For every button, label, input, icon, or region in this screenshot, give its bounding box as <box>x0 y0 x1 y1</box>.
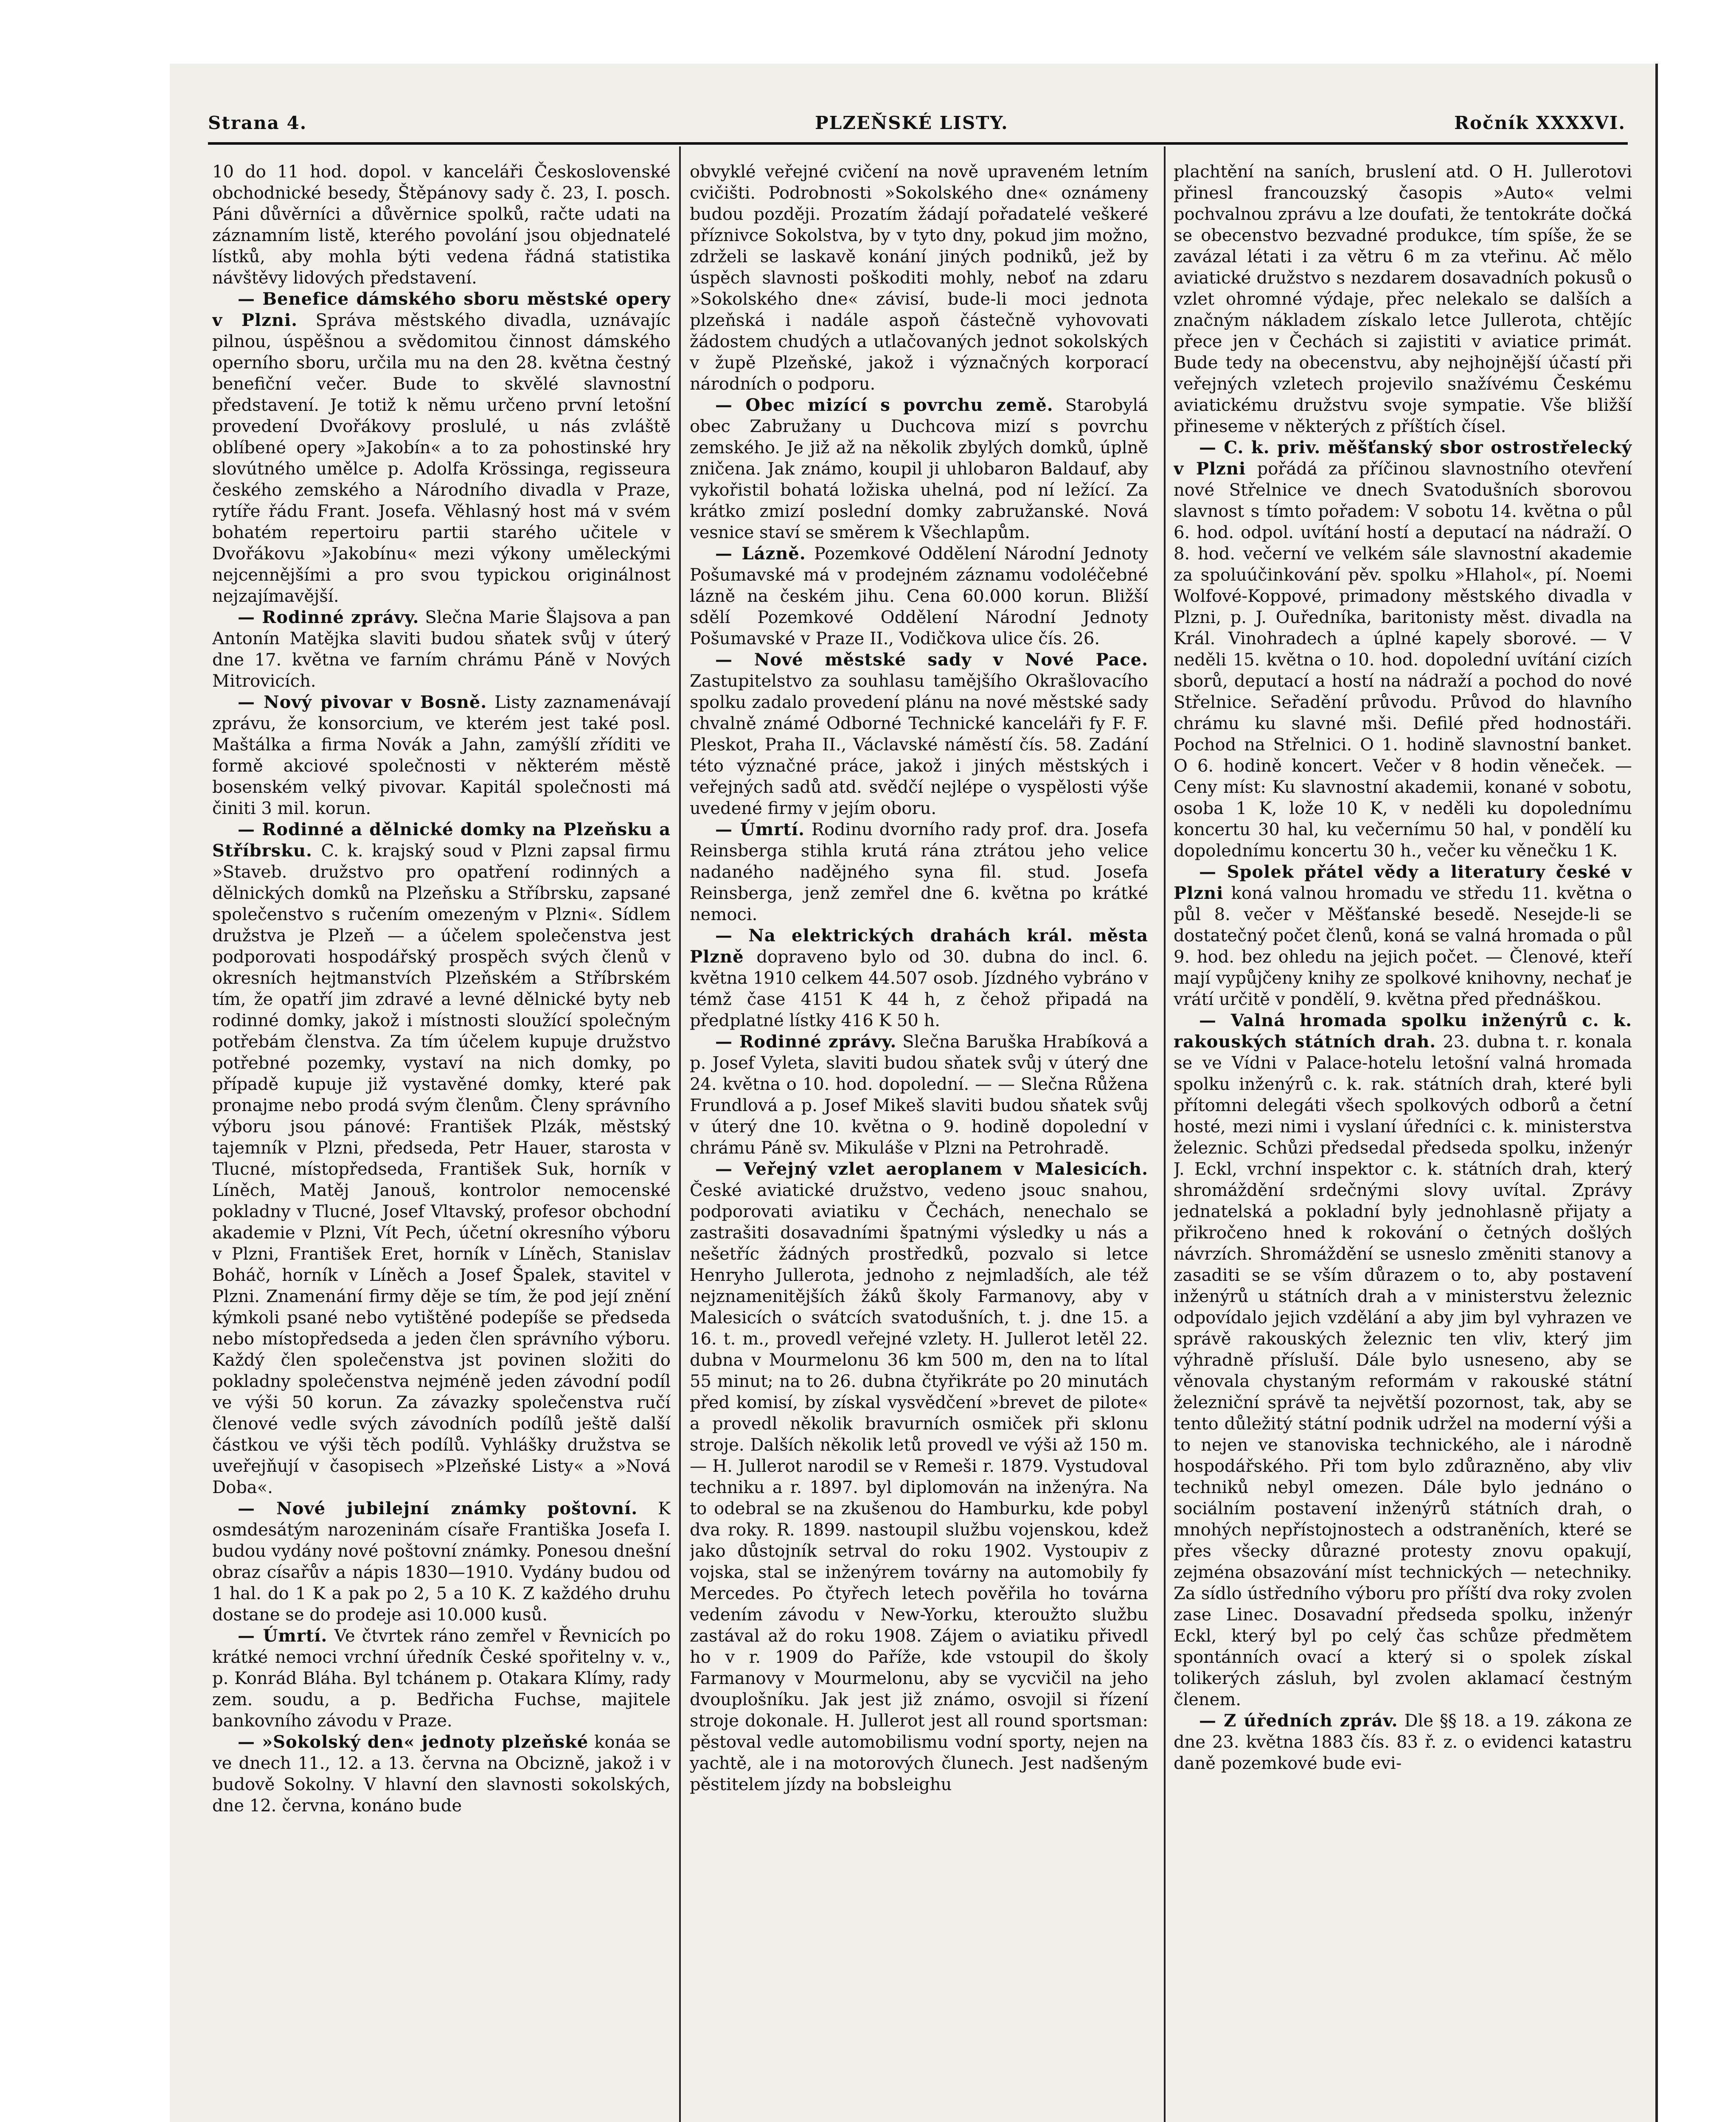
news-text: Listy zaznamenávají zprávu, že konsorcium, ve kterém jest také posl. Maštálka a firma Novák a Jahn, zamýšlí zříditi ve formě akciové společnosti v některém městě bosenském velký pivovar. Kapitál společnosti má činiti 3 mil. korun. <box>212 693 671 818</box>
news-text: Rodinu dvorního rady prof. dra. Josefa Reinsberga stihla krutá rána ztrátou jeho velice nadaného nadějného syna fil. stud. Josefa Reinsberga, jenž zemřel dne 6. května po krátké nemoci. <box>690 820 1148 924</box>
news-item <box>212 607 671 692</box>
column-divider <box>679 146 681 2122</box>
news-item <box>1174 862 1632 1010</box>
news-heading: — Rodinné zprávy. <box>238 607 419 627</box>
news-text: Slečna Baruška Hrabíková a p. Josef Vyleta, slaviti budou sňatek svůj v úterý dne 24. května o 10. hod. dopolední. — — Slečna Růžena Frundlová a p. Josef Mikeš slaviti budou sňatek svůj v úterý dne 10. května o 9. hodině dopolední v chrámu Páně sv. Mikuláše v Plzni na Petrohradě. <box>690 1032 1148 1158</box>
news-text: dopraveno bylo od 30. dubna do incl. 6. května 1910 celkem 44.507 osob. Jízdného vybráno v témž čase 4151 K 44 h, z čehož připadá na předplatné lístky 416 K 50 h. <box>690 947 1148 1030</box>
news-text: Starobylá obec Zabružany u Duchcova mizí s povrchu zemského. Je již až na několik zbylých domků, úplně zničena. Jak známo, koupil ji uhlobaron Baldauf, aby vykořistil bohatá ložiska uhelná, pod ní ležící. Za krátko zmizí poslední domky zabružanské. Nová vesnice staví se směrem k Všechlapům. <box>690 396 1148 542</box>
news-item <box>212 819 671 1498</box>
news-text: Správa městského divadla, uznávajíc pilnou, úspěšnou a svědomitou činnost dámského operního sboru, určila mu na den 28. května čestný benefiční večer. Bude to skvělé slavnostní představení. Je totiž k němu určeno první letošní provedení Dvořákovy proslulé, u nás zvláště oblíbené opery »Jakobín« a to za pohostinské hry slovútného umělce p. Adolfa Krössinga, regisseura českého zemského a Národního divadla v Praze, rytíře řádu Frant. Josefa. Věhlasný host má v svém bohatém repertoiru partii starého učitele v Dvořákovu »Jakobínu« mezi výkony uměleckými nejcennějšími a pro svou typickou originálnost nejzajímavější. <box>212 311 671 606</box>
news-heading: — Veřejný vzlet aeroplanem v Malesicích. <box>715 1159 1148 1179</box>
news-heading: — Nový pivovar v Bosně. <box>238 692 487 712</box>
volume-label: Ročník XXXXVI. <box>1454 112 1626 133</box>
news-item <box>690 1159 1148 1795</box>
header-rule <box>208 142 1628 145</box>
news-text: koná valnou hromadu ve středu 11. května o půl 8. večer v Měšťanské besedě. Nesejde-li se dostatečný počet členů, koná se valná hromada o půl 9. hod. bez ohledu na jejich počet. — Členové, kteří mají vypůjčeny knihy ze spolkové knihovny, nechať je vrátí určitě v pondělí, 9. května před přednáškou. <box>1174 884 1632 1009</box>
news-heading: — »Sokolský den« jednoty plzeňské <box>238 1732 589 1752</box>
news-item <box>212 1732 671 1816</box>
news-heading: — Benefice dámského sboru městské opery v Plzni. <box>212 289 671 330</box>
news-text: Pozemkové Oddělení Národní Jednoty Pošumavské má v prodejném záznamu vodoléčebné lázně na českém jihu. Cena 60.000 korun. Bližší sdělí Pozemkové Oddělení Národní Jednoty Pošumavské v Praze II., Vodičkova ulice čís. 26. <box>690 544 1148 648</box>
news-item <box>690 1031 1148 1159</box>
news-text: K osmdesátým narozeninám císaře Františka Josefa I. budou vydány nové poštovní známky. Ponesou dnešní obraz císařův a nápis 1830—1910. Vydány budou od 1 hal. do 1 K a pak po 2, 5 a 10 K. Z každého druhu dostane se do prodeje asi 10.000 kusů. <box>212 1499 671 1625</box>
column-2-continuation: obvyklé veřejné cvičení na nově upraveném letním cvičišti. Podrobnosti »Sokolského dne« oznámeny budou později. Prozatím žádají pořadatelé veškeré příznivce Sokolstva, by v tyto dny, pokud jim možno, zdrželi se laskavě konání jiných podniků, jež by úspěch slavnosti poškoditi mohly, neboť na zdaru »Sokolského dne« závisí, bude-li moci jednota plzeňská i nadále aspoň částečně vyhovovati žádostem chudých a utlačovaných jednot sokolských v župě Plzeňské, jakož i význačných korporací národních o podporu. <box>690 162 1148 394</box>
news-item <box>1174 437 1632 862</box>
news-text: České aviatické družstvo, vedeno jsouc snahou, podporovati aviatiku v Čechách, nenechalo se zastrašiti dosavadními špatnými výsledky u nás a nešetříc žádných prostředků, pozvalo si letce Henryho Jullerota, jednoho z nejmladších, ale též nejznamenitějších žáků školy Farmanovy, aby v Malesicích o svátcích svatodušních, t. j. dne 15. a 16. t. m., provedl veřejné vzlety. H. Jullerot letěl 22. dubna v Mourmelonu 36 km 500 m, den na to lítal 55 minut; na to 26. dubna čtyřikráte po 20 minutách před komisí, by získal vysvědčení »brevet de pilote« a provedl několik bravurních osmiček při sklonu stroje. Dalších několik letů provedl ve výši až 150 m. — H. Jullerot narodil se v Remeši r. 1879. Vystudoval techniku a r. 1897. byl diplomován na inženýra. Na to odebral se na zkušenou do Hamburku, kde pobyl dva roky. R. 1899. nastoupil službu vojenskou, kdež jako důstojník setrval do roku 1902. Vystoupiv z vojska, stal se inženýrem továrny na automobily fy Mercedes. Po čtyřech letech pověřila ho továrna vedením závodu v New-Yorku, kteroužto službu zastával až do roku 1908. Zájem o aviatiku přivedl ho v r. 1909 do Paříže, kde vstoupil do školy Farmanovy v Mourmelonu, aby se vycvičil na jeho dvouplošníku. Jak jest již známo, osvojil si řízení stroje dokonale. H. Jullerot jest all round sportsman: pěstoval vedle automobilismu vodní sporty, nejen na yachtě, ale i na motorových člunech. Jest nadšeným pěstitelem jízdy na bobsleighu <box>690 1181 1148 1794</box>
news-heading: — Úmrtí. <box>238 1626 328 1646</box>
news-text: C. k. krajský soud v Plzni zapsal firmu »Staveb. družstvo pro opatření rodinných a dělnických domků na Plzeňsku a Stříbrsku, zapsané společenstvo s ručením omezeným v Plzni«. Sídlem družstva je Plzeň — a účelem společenstva jest podporovati hospodářský prospěch svých členů v okresních hejtmanstvích Plzeňském a Stříbrském tím, že opatří jim zdravé a levné dělnické byty neb rodinné domky, jakož i místnosti sloužící společným potřebám členstva. Za tím účelem kupuje družstvo potřebné pozemky, vystaví na nich domky, po případě kupuje již vystavěné domky, které pak pronajme nebo prodá svým členům. Členy správního výboru jsou pánové: František Plzák, městský tajemník v Plzni, předseda, Petr Hauer, starosta v Tlucné, místopředseda, František Suk, horník v Líněch, Matěj Janouš, kontrolor nemocenské pokladny v Tlucné, Josef Vltavský, profesor obchodní akademie v Plzni, Vít Pech, účetní okresního výboru v Plzni, František Eret, horník v Líněch, Stanislav Boháč, horník v Líněch a Josef Špalek, stavitel v Plzni. Znamenání firmy děje se tím, že pod její znění kýmkoli psané nebo vytištěné podepíše se předseda nebo místopředseda a jeden člen správního výboru. Každý člen společenstva jst povinen složiti do pokladny společenstva nejméně jeden závodní podíl ve výši 50 korun. Za závazky společenstva ručí členové vedle svých závodních podílů ještě další částkou ve výši těch podílů. Vyhlášky družstva se uveřejňují v časopisech »Plzeňské Listy« a »Nová Doba«. <box>212 841 671 1497</box>
news-heading: — Valná hromada spolku inženýrů c. k. rakouských státních drah. <box>1174 1010 1632 1052</box>
column-2 <box>690 161 1148 2122</box>
column-divider <box>1164 146 1166 2122</box>
column-3 <box>1174 161 1632 2122</box>
column-1-continuation: 10 do 11 hod. dopol. v kanceláři Československé obchodnické besedy, Štěpánovy sady č. 23, I. posch. Páni důvěrníci a důvěrnice spolků, račte udati na záznamním listě, kterého povolání jsou objednatelé lístků, aby mohla býti vedena řádná statistika návštěvy lidových představení. <box>212 162 671 288</box>
news-item <box>212 1625 671 1732</box>
news-item <box>690 925 1148 1031</box>
news-heading: — Obec mizící s povrchu země. <box>715 395 1053 415</box>
news-text: Zastupitelstvo za souhlasu tamějšího Okrašlovacího spolku zadalo provedení plánu na nové městské sady chvalně známé Odborné Technické kanceláři fy F. F. Pleskot, Praha II., Václavské náměstí čís. 58. Zadání této význačné práce, jakož i jiných městských i veřejných sadů atd. svědčí nejlépe o vyspělosti výše uvedené firmy v jejím oboru. <box>690 671 1148 818</box>
newspaper-title: PLZEŇSKÉ LISTY. <box>815 112 1008 133</box>
news-heading: — Rodinné a dělnické domky na Plzeňsku a Stříbrsku. <box>212 820 671 861</box>
news-heading: — Na elektrických drahách král. města Plzně <box>690 926 1148 967</box>
news-item <box>690 543 1148 649</box>
news-item <box>690 649 1148 819</box>
news-heading: — Rodinné zprávy. <box>715 1032 897 1052</box>
news-heading: — Úmrtí. <box>715 820 805 839</box>
news-item <box>690 395 1148 543</box>
news-heading: — Lázně. <box>715 544 806 564</box>
news-item <box>212 692 671 819</box>
running-head <box>208 108 1626 142</box>
news-item <box>1174 1010 1632 1710</box>
column-3-continuation: plachtění na saních, bruslení atd. O H. Jullerotovi přinesl francouzský časopis »Auto« velmi pochvalnou zprávu a lze doufati, že tentokráte dočká se obecenstvo bezvadné produkce, tím spíše, že se zavázal létati i za větru 6 m za vteřinu. Ač mělo aviatické družstvo s nezdarem dosavadních pokusů o vzlet ohromné výdaje, přec nelekalo se dalších a značným nákladem získalo letce Jullerota, chtějíc přece jen v Čechách si zajistiti v aviatice primát. Bude tedy na obecenstvu, aby nejhojnější účastí při veřejných vzletech projevilo snažívému Českému aviatickému družstvu svoje sympatie. Vše bližší přineseme v některých z příštích čísel. <box>1174 162 1632 436</box>
page-number: Strana 4. <box>208 112 307 133</box>
news-item <box>212 1498 671 1625</box>
news-text: Slečna Marie Šlajsova a pan Antonín Matějka slaviti budou sňatek svůj v úterý dne 17. května ve farním chrámu Páně v Nových Mitrovicích. <box>212 608 671 691</box>
news-text: 23. dubna t. r. konala se ve Vídni v Palace-hotelu letošní valná hromada spolku inženýrů c. k. rak. státních drah, které byli přítomni delegáti všech spolkových odborů a četní hosté, mezi nimi i vyslaní úředníci c. k. ministerstva železnic. Schůzi předsedal předseda spolku, inženýr J. Eckl, vrchní inspektor c. k. státních drah, který shromáždění srdečnými slovy uvítal. Zprávy jednatelská a pokladní byly jednohlasně přijaty a přikročeno hned k rokování o četných došlých návrzích. Shromáždění se usneslo změniti stanovy a zasaditi se se vším důrazem o to, aby postavení inženýrů u státních drah a v ministerstvu železnic odpovídalo jejich vzdělání a aby jim byl vyhrazen ve správě rakouských železnic ten vliv, který jim výhradně přísluší. Dále bylo usneseno, aby se věnovala chystaným reformám v rakouské státní železniční správě ta největší pozornost, tak, aby se tento důležitý státní podnik udržel na moderní výši a to nejen ve stanoviska technického, ale i národně hospodářského. Při tom bylo zdůrazněno, aby vliv techniků nebyl omezen. Dále bylo jednáno o sociálním postavení inženýrů státních drah, o mnohých nepřístojnostech a odstraněních, které se přes všecky důrazné protesty znovu opakují, zejména obsazování míst technických — netechniky. Za sídlo ústředního výboru pro příští dva roky zvolen zase Linec. Dosavadní předseda spolku, inženýr Eckl, který byl po celý čas schůze předmětem spontánních ovací a který si o spolek získal tolikerých zásluh, byl zvolen aklamací čestným členem. <box>1174 1032 1632 1709</box>
news-text: konáa se ve dnech 11., 12. a 13. června na Obcizně, jakož i v budově Sokolny. V hlavní den slavnosti sokolských, dne 12. června, konáno bude <box>212 1732 671 1816</box>
news-text: pořádá za příčinou slavnostního otevření nové Střelnice ve dnech Svatodušních sborovou slavnost s tímto pořadem: V sobotu 14. května o půl 6. hod. odpol. uvítání hostí a deputací na nádraží. O 8. hod. večerní ve velkém sále slavnostní akademie za spoluúčinkování pěv. spolku »Hlahol«, pí. Noemi Wolfové-Koppové, primadony městského divadla v Plzni, p. J. Ouředníka, baritonisty měst. divadla na Král. Vinohradech a úplné kapely sborové. — V neděli 15. května o 10. hod. dopolední uvítání cizích sborů, deputací a hostí na nádraží a pochod do nové Střelnice. Seřadění průvodu. Průvod do hlavního chrámu ku slavné mši. Defilé před hodnostáři. Pochod na Střelnici. O 1. hodině slavnostní banket. O 6. hodině koncert. Večer v 8 hodin věneček. — Ceny míst: Ku slavnostní akademii, konané v sobotu, osoba 1 K, lože 10 K, v neděli ku dopolednímu koncertu 30 hal, ku večernímu 50 hal, v pondělí ku dopolednímu koncertu 30 h., večer ku věnečku 1 K. <box>1174 459 1632 861</box>
news-heading: — Z úředních zpráv. <box>1199 1711 1398 1731</box>
news-text: Ve čtvrtek ráno zemřel v Řevnicích po krátké nemoci vrchní úředník České spořitelny v. v., p. Konrád Bláha. Byl tchánem p. Otakara Klímy, rady zem. soudu, a p. Bedřicha Fuchse, majitele bankovního závodu v Praze. <box>212 1626 671 1731</box>
column-1 <box>212 161 671 2122</box>
news-heading: — Spolek přátel vědy a literatury české v Plzni <box>1174 862 1632 903</box>
news-item <box>690 819 1148 925</box>
news-item <box>212 289 671 607</box>
news-text: Dle §§ 18. a 19. zákona ze dne 23. května 1883 čís. 83 ř. z. o evidenci katastru daně pozemkové bude evi- <box>1174 1711 1632 1773</box>
news-heading: — Nové městské sady v Nové Pace. <box>715 650 1148 670</box>
news-item <box>1174 1710 1632 1774</box>
news-heading: — C. k. priv. měšťanský sbor ostrostřelecký v Plzni <box>1174 438 1632 479</box>
news-heading: — Nové jubilejní známky poštovní. <box>238 1499 638 1519</box>
